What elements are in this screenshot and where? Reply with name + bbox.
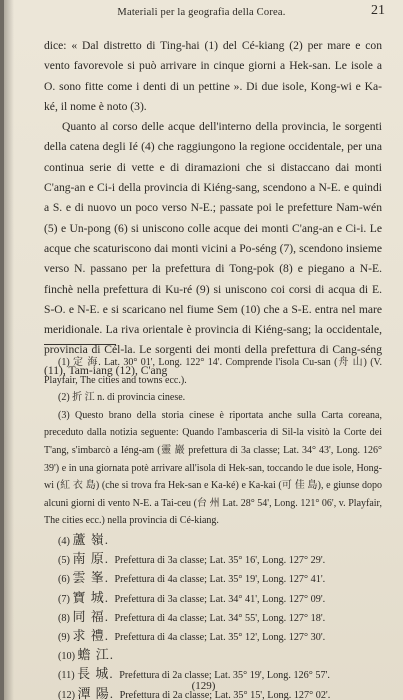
prefecture-details: Prefettura di 4a classe; Lat. 35° 19', Long. 127° 41'. [114, 574, 326, 586]
prefecture-row [58, 531, 388, 550]
chinese-name: 同 福. [72, 608, 109, 624]
prefecture-row [58, 589, 388, 608]
prefecture-row [58, 608, 388, 627]
note-number: (6) [58, 574, 70, 586]
footer-page-number: (129) [191, 680, 216, 692]
paragraph-1: dice: « Dal distretto di Ting-hai (1) del Cé-kiang (2) per mare e con vento favorevole si può arrivare in cinque giorni a Hek-san. Le isole a O. sono fitte come i denti di un pettine ». Di due isole, Kong-wi e Ka-ké, il nome è noto (3). [44, 39, 382, 113]
spine-shadow [4, 0, 14, 700]
chinese-name: 南 原. [72, 551, 109, 567]
chinese-name: 蘆 嶺. [72, 532, 109, 547]
prefecture-row [58, 646, 388, 665]
chinese-name: 寶 城. [72, 589, 109, 605]
note-number: (10) [58, 651, 75, 663]
prefecture-row [58, 550, 388, 569]
prefecture-details: Prefettura di 4a classe; Lat. 35° 12', Long. 127° 30'. [114, 632, 326, 644]
paragraph-2: Quanto al corso delle acque dell'interno della provincia, le sorgenti della catena degli Ié (4) che raggiungono la regione occidentale, per una continua serie di vette e di diramazioni che si distaccano dai monti C'ang-an e Ci-i della provincia di Kiéng-sang, scendono a N-E. e quindi a S. e di nuovo un poco verso N-E.; passate poi le prefetture Nam-wén (5) e Un-pong (6) si uniscono colle acque dei monti C'ang-an e Ci-i. Le acque che scaturiscono dai monti vicini a Po-séng (7), scendono insieme verso N. passano per la prefettura di Tong-pok (8) e piegano a N-E. finchè nella prefettura di Ku-ré (9) si uniscono coi corsi di acqua di E. S-O. e N-E. e si scaricano nel fiume Sem (10) che a S-E. entra nel mare meridionale. La riva orientale è provincia di Kiéng-sang; la occidentale, provincia di Cél-la. Le sorgenti dei monti della prefettura di Cang-séng (11), Tam-iang (12), C'ang [44, 120, 382, 377]
page-header [48, 3, 385, 23]
book-page [4, 0, 403, 700]
chinese-name: 雲 峯. [72, 570, 109, 586]
chinese-name: 求 禮. [72, 628, 109, 644]
prefecture-row [58, 569, 388, 588]
prefecture-details: Prefettura di 3a classe; Lat. 35° 16', Long. 127° 29'. [114, 555, 326, 567]
prefecture-list [58, 531, 388, 700]
prefecture-details: Prefettura di 2a classe; Lat. 35° 15', Long. 127° 02'. [119, 689, 331, 700]
footnote-3: (3) Questo brano della storia cinese è riportata anche sulla Carta coreana, preceduto dalla notizia seguente: Quando l'ambasceria di Sil-la visitò la Corte dei T'ang, s'imbarcò a Iéng-am (靈 巖 prefettura di 3a classe; Lat. 34° 43', Long. 126° 39') e in una giornata potè arrivare all'isola di Hek-san, toccando le due isole, Hong-wi (紅 衣 島) (che si trova fra Hek-san e Ka-ké) e Ka-kai (可 佳 島), e giunse dopo alcuni giorni di vento N-E. a Tai-ceu (台 州 Lat. 28° 54', Long. 121° 06', v. Playfair, The cities ecc.) nella provincia di Cé-kiang. [44, 409, 382, 527]
note-number: (8) [58, 612, 70, 624]
footnotes [44, 354, 382, 530]
note-number: (7) [58, 593, 70, 605]
note-number: (9) [58, 632, 70, 644]
note-number: (4) [58, 536, 70, 547]
note-number: (5) [58, 555, 70, 567]
prefecture-details: Prefettura di 2a classe; Lat. 35° 19', Long. 126° 57'. [119, 670, 330, 682]
footnote-2: (2) 折 江 n. di provincia cinese. [58, 392, 186, 404]
prefecture-details: Prefettura di 4a classe; Lat. 34° 55', Long. 127° 18'. [114, 612, 326, 624]
prefecture-details: Prefettura di 3a classe; Lat. 34° 41', Long. 127° 09'. [114, 593, 326, 605]
chinese-name: 長 城. [77, 666, 114, 682]
note-number: (11) [58, 670, 75, 682]
chinese-name: 蟾 江. [77, 647, 115, 663]
running-title: Materiali per la geografia della Corea. [117, 7, 286, 18]
main-text [44, 36, 382, 381]
footnote-1: (1) 定 海. Lat. 30° 01', Long. 122° 14'. Comprende l'isola Cu-san (舟 山) (V. Playfair, The cities and towns ecc.). [44, 357, 382, 386]
footnote-rule [44, 344, 116, 345]
chinese-name: 潭 陽. [77, 685, 115, 700]
note-number: (12) [58, 689, 75, 700]
page-number: 21 [371, 3, 385, 18]
prefecture-row [58, 627, 388, 646]
